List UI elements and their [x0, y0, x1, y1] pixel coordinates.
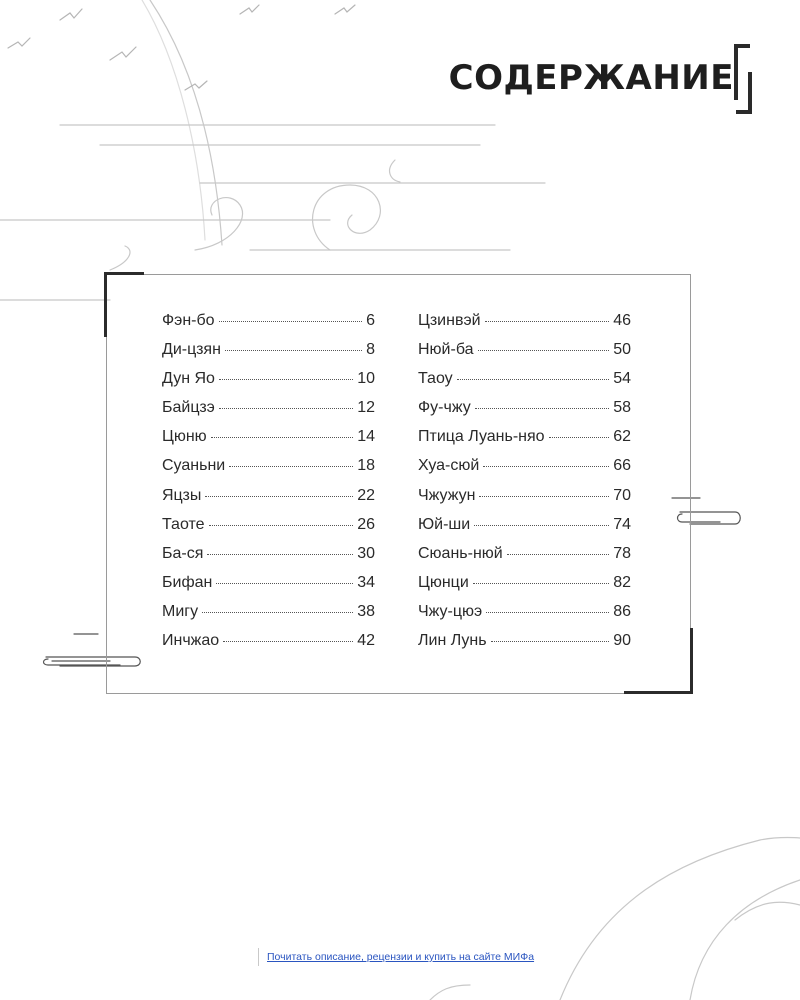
toc-leader-dots — [219, 321, 363, 322]
toc-entry[interactable] — [418, 516, 631, 545]
toc-entry[interactable] — [418, 399, 631, 428]
toc-entry-title: Лин Лунь — [418, 632, 487, 650]
toc-entry[interactable] — [162, 399, 375, 428]
toc-entry[interactable] — [418, 370, 631, 399]
toc-entry-title: Нюй-ба — [418, 341, 474, 359]
toc-entry-title: Юй-ши — [418, 515, 471, 533]
toc-entry[interactable] — [418, 341, 631, 370]
toc-entry-page: 82 — [613, 573, 631, 591]
toc-entry-title: Яцзы — [162, 486, 202, 504]
toc-leader-dots — [207, 554, 353, 555]
frame-corner-bottom-right — [624, 691, 693, 694]
toc-entry-title: Таоу — [418, 370, 453, 388]
toc-entry-page: 26 — [357, 515, 375, 533]
toc-entry-page: 22 — [357, 486, 375, 504]
toc-leader-dots — [474, 525, 609, 526]
toc-entry-title: Суаньни — [162, 457, 226, 475]
toc-entry[interactable] — [162, 487, 375, 516]
toc-column-left — [162, 312, 375, 661]
toc-leader-dots — [473, 583, 609, 584]
toc-leader-dots — [457, 379, 610, 380]
toc-entry[interactable] — [418, 312, 631, 341]
toc-entry-page: 58 — [613, 399, 631, 417]
toc-entry-title: Цзинвэй — [418, 312, 481, 329]
toc-entry-title: Ди-цзян — [162, 341, 221, 359]
toc-entry-page: 50 — [613, 341, 631, 359]
toc-leader-dots — [549, 437, 610, 438]
title-close-bracket — [736, 72, 752, 114]
toc-entry-page: 34 — [357, 573, 375, 591]
toc-entry-title: Фэн-бо — [162, 312, 215, 329]
toc-leader-dots — [483, 466, 609, 467]
toc-leader-dots — [223, 641, 353, 642]
toc-entry-title: Фу-чжу — [418, 399, 471, 417]
toc-leader-dots — [485, 321, 610, 322]
toc-entry[interactable] — [418, 457, 631, 486]
toc-entry[interactable] — [162, 428, 375, 457]
toc-entry[interactable] — [162, 603, 375, 632]
frame-corner-top-left-vertical — [104, 272, 107, 337]
toc-entry-page: 90 — [613, 632, 631, 650]
toc-entry[interactable] — [162, 632, 375, 661]
toc-entry-title: Чжужун — [418, 486, 476, 504]
toc-leader-dots — [478, 350, 610, 351]
toc-entry-page: 86 — [613, 602, 631, 620]
toc-entry[interactable] — [162, 545, 375, 574]
toc-leader-dots — [219, 408, 353, 409]
toc-leader-dots — [216, 583, 353, 584]
toc-entry-page: 42 — [357, 632, 375, 650]
toc-entry-page: 14 — [357, 428, 375, 446]
toc-leader-dots — [479, 496, 609, 497]
toc-entry-page: 12 — [357, 399, 375, 417]
toc-entry-title: Таоте — [162, 515, 205, 533]
toc-entry[interactable] — [162, 312, 375, 341]
footer-link[interactable]: Почитать описание, рецензии и купить на сайте МИФа — [267, 951, 535, 963]
toc-entry[interactable] — [162, 516, 375, 545]
toc-entry-page: 6 — [366, 312, 375, 329]
cloud-swirl-icon — [110, 160, 400, 270]
toc-leader-dots — [209, 525, 354, 526]
toc-entry[interactable] — [418, 603, 631, 632]
toc-entry-page: 62 — [613, 428, 631, 446]
toc-leader-dots — [205, 496, 353, 497]
toc-leader-dots — [229, 466, 353, 467]
toc-entry-title: Цюню — [162, 428, 207, 446]
toc-leader-dots — [211, 437, 354, 438]
toc-column-right — [418, 312, 631, 661]
toc-entry[interactable] — [418, 574, 631, 603]
toc-entry[interactable] — [418, 545, 631, 574]
page-title: СОДЕРЖАНИЕ — [448, 58, 734, 98]
toc-entry[interactable] — [418, 428, 631, 457]
toc-entry-title: Птица Луань-няо — [418, 428, 545, 446]
toc-leader-dots — [507, 554, 609, 555]
toc-leader-dots — [225, 350, 362, 351]
toc-entry-title: Инчжао — [162, 632, 220, 650]
toc-entry-page: 78 — [613, 544, 631, 562]
toc-entry-title: Мигу — [162, 602, 199, 620]
toc-entry[interactable] — [162, 370, 375, 399]
toc-entry[interactable] — [418, 487, 631, 516]
toc-entry[interactable] — [162, 574, 375, 603]
toc-leader-dots — [475, 408, 609, 409]
toc-entry[interactable] — [162, 341, 375, 370]
toc-entry-title: Хуа-сюй — [418, 457, 480, 475]
toc-entry-page: 38 — [357, 602, 375, 620]
frame-corner-bottom-right-vertical — [690, 628, 693, 694]
toc-entry-page: 70 — [613, 486, 631, 504]
footer-note — [258, 948, 534, 966]
toc-entry[interactable] — [162, 457, 375, 486]
toc-entry-page: 66 — [613, 457, 631, 475]
toc-entry-title: Чжу-цюэ — [418, 602, 483, 620]
toc-leader-dots — [219, 379, 353, 380]
frame-corner-top-left — [104, 272, 144, 275]
toc-entry-page: 18 — [357, 457, 375, 475]
toc-leader-dots — [202, 612, 353, 613]
toc-entry-page: 54 — [613, 370, 631, 388]
toc-entry[interactable] — [418, 632, 631, 661]
toc-entry-title: Байцзэ — [162, 399, 215, 417]
toc-entry-title: Ба-ся — [162, 544, 204, 562]
toc-entry-page: 30 — [357, 544, 375, 562]
toc-entry-title: Сюань-нюй — [418, 544, 503, 562]
toc-leader-dots — [486, 612, 609, 613]
toc-entry-page: 74 — [613, 515, 631, 533]
crane-flock-icon — [8, 5, 355, 90]
toc-leader-dots — [491, 641, 610, 642]
toc-entry-page: 10 — [357, 370, 375, 388]
toc-entry-title: Дун Яо — [162, 370, 215, 388]
toc-entry-title: Цюнци — [418, 573, 469, 591]
toc-entry-page: 46 — [613, 312, 631, 329]
toc-entry-title: Бифан — [162, 573, 213, 591]
toc-entry-page: 8 — [366, 341, 375, 359]
